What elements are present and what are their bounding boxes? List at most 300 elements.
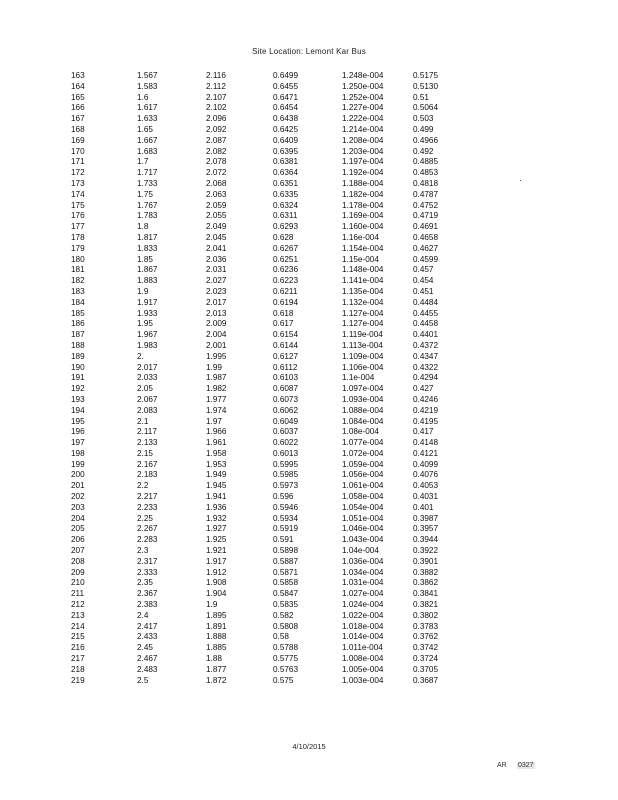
row-index: 211	[71, 589, 85, 599]
table-row	[0, 233, 618, 244]
column-3-value: 2.107	[206, 92, 227, 102]
table-row	[0, 125, 618, 136]
table-row	[0, 255, 618, 266]
column-4-value: 0.6351	[273, 178, 299, 188]
table-row	[0, 492, 618, 503]
column-4-value: 0.5985	[273, 470, 299, 480]
column-4-value: 0.58	[273, 632, 289, 642]
row-index: 204	[71, 513, 85, 523]
column-6-value: 0.4599	[413, 254, 439, 264]
column-4-value: 0.6049	[273, 416, 299, 426]
column-3-value: 2.009	[206, 319, 227, 329]
column-5-value: 1.058e-004	[342, 492, 384, 502]
row-index: 218	[71, 664, 85, 674]
column-6-value: 0.499	[413, 124, 434, 134]
table-row	[0, 136, 618, 147]
column-3-value: 2.112	[206, 81, 226, 91]
time-value: 2.433	[137, 632, 158, 642]
column-3-value: 1.958	[206, 448, 227, 458]
column-3-value: 1.921	[206, 546, 227, 556]
table-row	[0, 665, 618, 676]
column-4-value: 0.5808	[273, 621, 299, 631]
time-value: 2.483	[137, 664, 158, 674]
table-row	[0, 287, 618, 298]
column-6-value: 0.5064	[413, 103, 439, 113]
column-5-value: 1.178e-004	[342, 200, 384, 210]
column-4-value: 0.628	[273, 232, 294, 242]
table-row	[0, 470, 618, 481]
column-4-value: 0.591	[273, 535, 294, 545]
column-5-value: 1.005e-004	[342, 664, 384, 674]
time-value: 2.367	[137, 589, 158, 599]
row-index: 174	[71, 189, 85, 199]
column-6-value: 0.3882	[413, 567, 439, 577]
column-6-value: 0.5130	[413, 81, 439, 91]
column-6-value: 0.492	[413, 146, 434, 156]
table-row	[0, 514, 618, 525]
row-index: 177	[71, 222, 85, 232]
column-5-value: 1.056e-004	[342, 470, 384, 480]
column-3-value: 2.092	[206, 124, 227, 134]
row-index: 166	[71, 103, 85, 113]
row-index: 193	[71, 394, 85, 404]
column-6-value: 0.4752	[413, 200, 439, 210]
row-index: 199	[71, 459, 85, 469]
row-index: 201	[71, 481, 85, 491]
column-5-value: 1.182e-004	[342, 189, 384, 199]
table-row	[0, 384, 618, 395]
column-4-value: 0.5871	[273, 567, 299, 577]
time-value: 1.65	[137, 124, 153, 134]
time-value: 2.	[137, 351, 144, 361]
row-index: 210	[71, 578, 85, 588]
column-6-value: 0.4455	[413, 308, 439, 318]
time-value: 1.983	[137, 340, 158, 350]
column-4-value: 0.5835	[273, 600, 299, 610]
row-index: 207	[71, 546, 85, 556]
row-index: 172	[71, 168, 85, 178]
column-5-value: 1.250e-004	[342, 81, 384, 91]
column-5-value: 1.031e-004	[342, 578, 384, 588]
column-5-value: 1.16e-004	[342, 232, 379, 242]
column-4-value: 0.618	[273, 308, 294, 318]
column-6-value: 0.4219	[413, 405, 439, 415]
row-index: 209	[71, 567, 85, 577]
column-6-value: 0.4818	[413, 178, 439, 188]
time-value: 1.817	[137, 232, 158, 242]
column-4-value: 0.596	[273, 492, 294, 502]
column-5-value: 1.203e-004	[342, 146, 384, 156]
column-4-value: 0.6103	[273, 373, 299, 383]
column-4-value: 0.5887	[273, 556, 299, 566]
column-4-value: 0.6251	[273, 254, 299, 264]
table-row	[0, 676, 618, 687]
column-3-value: 1.982	[206, 384, 227, 394]
row-index: 214	[71, 621, 85, 631]
table-row	[0, 557, 618, 568]
column-4-value: 0.5763	[273, 664, 299, 674]
column-3-value: 1.885	[206, 643, 227, 653]
column-4-value: 0.6154	[273, 330, 299, 340]
table-row	[0, 114, 618, 125]
column-3-value: 1.891	[206, 621, 227, 631]
row-index: 175	[71, 200, 85, 210]
time-value: 2.5	[137, 675, 149, 685]
column-5-value: 1.04e-004	[342, 546, 379, 556]
time-value: 2.067	[137, 394, 158, 404]
time-value: 2.167	[137, 459, 158, 469]
column-4-value: 0.6409	[273, 135, 299, 145]
column-3-value: 2.017	[206, 297, 227, 307]
column-6-value: 0.3762	[413, 632, 439, 642]
column-4-value: 0.6455	[273, 81, 299, 91]
row-index: 184	[71, 297, 85, 307]
column-3-value: 1.974	[206, 405, 227, 415]
time-value: 2.45	[137, 643, 153, 653]
column-4-value: 0.5995	[273, 459, 299, 469]
column-6-value: 0.51	[413, 92, 429, 102]
column-5-value: 1.119e-004	[342, 330, 383, 340]
column-6-value: 0.4458	[413, 319, 439, 329]
column-4-value: 0.6037	[273, 427, 299, 437]
row-index: 170	[71, 146, 85, 156]
time-value: 2.383	[137, 600, 158, 610]
column-6-value: 0.454	[413, 276, 434, 286]
column-5-value: 1.148e-004	[342, 265, 384, 275]
column-4-value: 0.6127	[273, 351, 299, 361]
column-3-value: 2.031	[206, 265, 227, 275]
column-3-value: 1.945	[206, 481, 227, 491]
time-value: 2.133	[137, 438, 158, 448]
row-index: 179	[71, 243, 85, 253]
row-index: 192	[71, 384, 85, 394]
time-value: 1.783	[137, 211, 158, 221]
column-6-value: 0.4658	[413, 232, 439, 242]
column-4-value: 0.6471	[273, 92, 299, 102]
time-value: 1.717	[137, 168, 158, 178]
row-index: 167	[71, 114, 85, 124]
time-value: 2.183	[137, 470, 158, 480]
time-value: 2.05	[137, 384, 153, 394]
column-4-value: 0.6425	[273, 124, 299, 134]
ar-number-stamp: 0327	[518, 762, 534, 769]
table-row	[0, 427, 618, 438]
column-6-value: 0.3705	[413, 664, 439, 674]
column-3-value: 2.063	[206, 189, 227, 199]
time-value: 1.7	[137, 157, 149, 167]
column-4-value: 0.617	[273, 319, 294, 329]
table-row	[0, 622, 618, 633]
table-row	[0, 417, 618, 428]
time-value: 1.933	[137, 308, 158, 318]
time-value: 2.467	[137, 654, 158, 664]
column-5-value: 1.036e-004	[342, 556, 384, 566]
column-5-value: 1.054e-004	[342, 502, 384, 512]
time-value: 1.567	[137, 71, 158, 80]
column-3-value: 2.087	[206, 135, 227, 145]
time-value: 1.85	[137, 254, 153, 264]
table-row	[0, 438, 618, 449]
row-index: 183	[71, 286, 85, 296]
column-3-value: 2.102	[206, 103, 227, 113]
time-value: 2.233	[137, 502, 158, 512]
row-index: 180	[71, 254, 85, 264]
column-3-value: 1.925	[206, 535, 227, 545]
column-3-value: 1.966	[206, 427, 227, 437]
column-3-value: 1.936	[206, 502, 227, 512]
column-6-value: 0.401	[413, 502, 434, 512]
row-index: 206	[71, 535, 85, 545]
column-5-value: 1.043e-004	[342, 535, 384, 545]
column-5-value: 1.222e-004	[342, 114, 384, 124]
time-value: 2.35	[137, 578, 153, 588]
column-4-value: 0.6267	[273, 243, 299, 253]
row-index: 212	[71, 600, 85, 610]
column-3-value: 1.912	[206, 567, 227, 577]
time-value: 1.95	[137, 319, 153, 329]
table-row	[0, 222, 618, 233]
column-6-value: 0.4484	[413, 297, 439, 307]
column-3-value: 1.941	[206, 492, 227, 502]
column-3-value: 1.987	[206, 373, 227, 383]
column-6-value: 0.4148	[413, 438, 439, 448]
column-3-value: 1.932	[206, 513, 227, 523]
column-6-value: 0.4372	[413, 340, 439, 350]
column-6-value: 0.4076	[413, 470, 439, 480]
column-6-value: 0.417	[413, 427, 434, 437]
row-index: 178	[71, 232, 85, 242]
column-4-value: 0.6194	[273, 297, 299, 307]
table-row	[0, 643, 618, 654]
column-4-value: 0.5898	[273, 546, 299, 556]
column-4-value: 0.5788	[273, 643, 299, 653]
time-value: 1.75	[137, 189, 153, 199]
column-5-value: 1.188e-004	[342, 178, 384, 188]
table-row	[0, 600, 618, 611]
column-3-value: 1.917	[206, 556, 227, 566]
row-index: 197	[71, 438, 85, 448]
time-value: 1.883	[137, 276, 158, 286]
column-6-value: 0.4401	[413, 330, 439, 340]
column-4-value: 0.6364	[273, 168, 299, 178]
time-value: 2.017	[137, 362, 158, 372]
time-value: 1.967	[137, 330, 158, 340]
table-row	[0, 298, 618, 309]
column-5-value: 1.192e-004	[342, 168, 384, 178]
column-3-value: 1.949	[206, 470, 227, 480]
table-row	[0, 524, 618, 535]
table-row	[0, 309, 618, 320]
footer-date: 4/10/2015	[292, 742, 326, 751]
column-3-value: 2.055	[206, 211, 227, 221]
scan-speck	[520, 180, 521, 181]
column-6-value: 0.3724	[413, 654, 439, 664]
column-5-value: 1.003e-004	[342, 675, 384, 685]
column-4-value: 0.6211	[273, 286, 298, 296]
column-3-value: 1.961	[206, 438, 227, 448]
row-index: 191	[71, 373, 85, 383]
time-value: 1.867	[137, 265, 158, 275]
column-5-value: 1.106e-004	[342, 362, 384, 372]
column-6-value: 0.4347	[413, 351, 439, 361]
column-4-value: 0.5775	[273, 654, 299, 664]
row-index: 187	[71, 330, 85, 340]
table-row	[0, 276, 618, 287]
row-index: 168	[71, 124, 85, 134]
time-value: 2.283	[137, 535, 158, 545]
column-5-value: 1.1e-004	[342, 373, 375, 383]
column-3-value: 2.082	[206, 146, 227, 156]
column-3-value: 1.977	[206, 394, 227, 404]
row-index: 189	[71, 351, 85, 361]
column-6-value: 0.3821	[413, 600, 439, 610]
column-4-value: 0.6454	[273, 103, 299, 113]
column-6-value: 0.3802	[413, 610, 439, 620]
column-3-value: 2.096	[206, 114, 227, 124]
column-6-value: 0.4099	[413, 459, 439, 469]
table-row	[0, 319, 618, 330]
time-value: 1.583	[137, 81, 158, 91]
time-value: 2.033	[137, 373, 158, 383]
column-4-value: 0.6293	[273, 222, 299, 232]
column-3-value: 1.888	[206, 632, 227, 642]
column-6-value: 0.4787	[413, 189, 439, 199]
column-6-value: 0.451	[413, 286, 434, 296]
time-value: 2.333	[137, 567, 158, 577]
column-4-value: 0.5973	[273, 481, 299, 491]
column-4-value: 0.6087	[273, 384, 299, 394]
column-6-value: 0.3922	[413, 546, 439, 556]
column-5-value: 1.014e-004	[342, 632, 384, 642]
column-4-value: 0.6062	[273, 405, 299, 415]
row-index: 190	[71, 362, 85, 372]
column-6-value: 0.4853	[413, 168, 439, 178]
column-5-value: 1.072e-004	[342, 448, 384, 458]
column-6-value: 0.3687	[413, 675, 439, 685]
row-index: 198	[71, 448, 85, 458]
table-row	[0, 632, 618, 643]
column-5-value: 1.160e-004	[342, 222, 384, 232]
column-3-value: 1.97	[206, 416, 222, 426]
column-3-value: 2.027	[206, 276, 227, 286]
column-3-value: 1.877	[206, 664, 227, 674]
column-6-value: 0.4294	[413, 373, 439, 383]
column-6-value: 0.3841	[413, 589, 439, 599]
table-row	[0, 157, 618, 168]
row-index: 213	[71, 610, 85, 620]
data-table	[0, 71, 618, 686]
column-6-value: 0.4053	[413, 481, 439, 491]
column-3-value: 1.9	[206, 600, 218, 610]
time-value: 2.117	[137, 427, 157, 437]
time-value: 2.1	[137, 416, 149, 426]
column-4-value: 0.6022	[273, 438, 299, 448]
table-row	[0, 578, 618, 589]
column-6-value: 0.4691	[413, 222, 439, 232]
table-row	[0, 211, 618, 222]
column-4-value: 0.5919	[273, 524, 299, 534]
column-5-value: 1.061e-004	[342, 481, 384, 491]
column-3-value: 1.895	[206, 610, 227, 620]
column-4-value: 0.6438	[273, 114, 299, 124]
column-3-value: 2.049	[206, 222, 227, 232]
column-4-value: 0.6395	[273, 146, 299, 156]
column-4-value: 0.5946	[273, 502, 299, 512]
column-5-value: 1.051e-004	[342, 513, 384, 523]
time-value: 2.15	[137, 448, 153, 458]
column-5-value: 1.248e-004	[342, 71, 384, 80]
column-5-value: 1.084e-004	[342, 416, 384, 426]
column-4-value: 0.6311	[273, 211, 298, 221]
time-value: 1.6	[137, 92, 149, 102]
table-row	[0, 568, 618, 579]
time-value: 2.3	[137, 546, 149, 556]
column-5-value: 1.088e-004	[342, 405, 384, 415]
row-index: 164	[71, 81, 85, 91]
column-5-value: 1.046e-004	[342, 524, 384, 534]
column-5-value: 1.154e-004	[342, 243, 384, 253]
column-5-value: 1.097e-004	[342, 384, 384, 394]
row-index: 196	[71, 427, 85, 437]
time-value: 1.833	[137, 243, 158, 253]
row-index: 181	[71, 265, 85, 275]
table-row	[0, 373, 618, 384]
column-6-value: 0.3783	[413, 621, 439, 631]
column-3-value: 2.001	[206, 340, 227, 350]
row-index: 188	[71, 340, 85, 350]
time-value: 1.8	[137, 222, 149, 232]
column-5-value: 1.227e-004	[342, 103, 384, 113]
column-5-value: 1.127e-004	[342, 308, 384, 318]
table-row	[0, 481, 618, 492]
time-value: 1.617	[137, 103, 158, 113]
row-index: 202	[71, 492, 85, 502]
table-row	[0, 395, 618, 406]
time-value: 1.683	[137, 146, 158, 156]
row-index: 186	[71, 319, 85, 329]
column-3-value: 2.072	[206, 168, 227, 178]
column-5-value: 1.08e-004	[342, 427, 379, 437]
column-6-value: 0.3862	[413, 578, 439, 588]
table-row	[0, 265, 618, 276]
column-4-value: 0.6112	[273, 362, 298, 372]
time-value: 1.767	[137, 200, 158, 210]
column-3-value: 2.004	[206, 330, 227, 340]
table-row	[0, 168, 618, 179]
row-index: 194	[71, 405, 85, 415]
time-value: 2.4	[137, 610, 149, 620]
column-4-value: 0.6073	[273, 394, 299, 404]
column-6-value: 0.4627	[413, 243, 439, 253]
table-row	[0, 460, 618, 471]
column-3-value: 2.045	[206, 232, 227, 242]
column-6-value: 0.4195	[413, 416, 439, 426]
column-5-value: 1.132e-004	[342, 297, 384, 307]
table-row	[0, 82, 618, 93]
column-5-value: 1.093e-004	[342, 394, 384, 404]
time-value: 1.917	[137, 297, 158, 307]
column-4-value: 0.5934	[273, 513, 299, 523]
column-4-value: 0.5858	[273, 578, 299, 588]
column-5-value: 1.252e-004	[342, 92, 384, 102]
row-index: 163	[71, 71, 85, 80]
column-6-value: 0.3987	[413, 513, 439, 523]
row-index: 176	[71, 211, 85, 221]
table-row	[0, 363, 618, 374]
row-index: 217	[71, 654, 85, 664]
column-5-value: 1.169e-004	[342, 211, 384, 221]
row-index: 219	[71, 675, 85, 685]
